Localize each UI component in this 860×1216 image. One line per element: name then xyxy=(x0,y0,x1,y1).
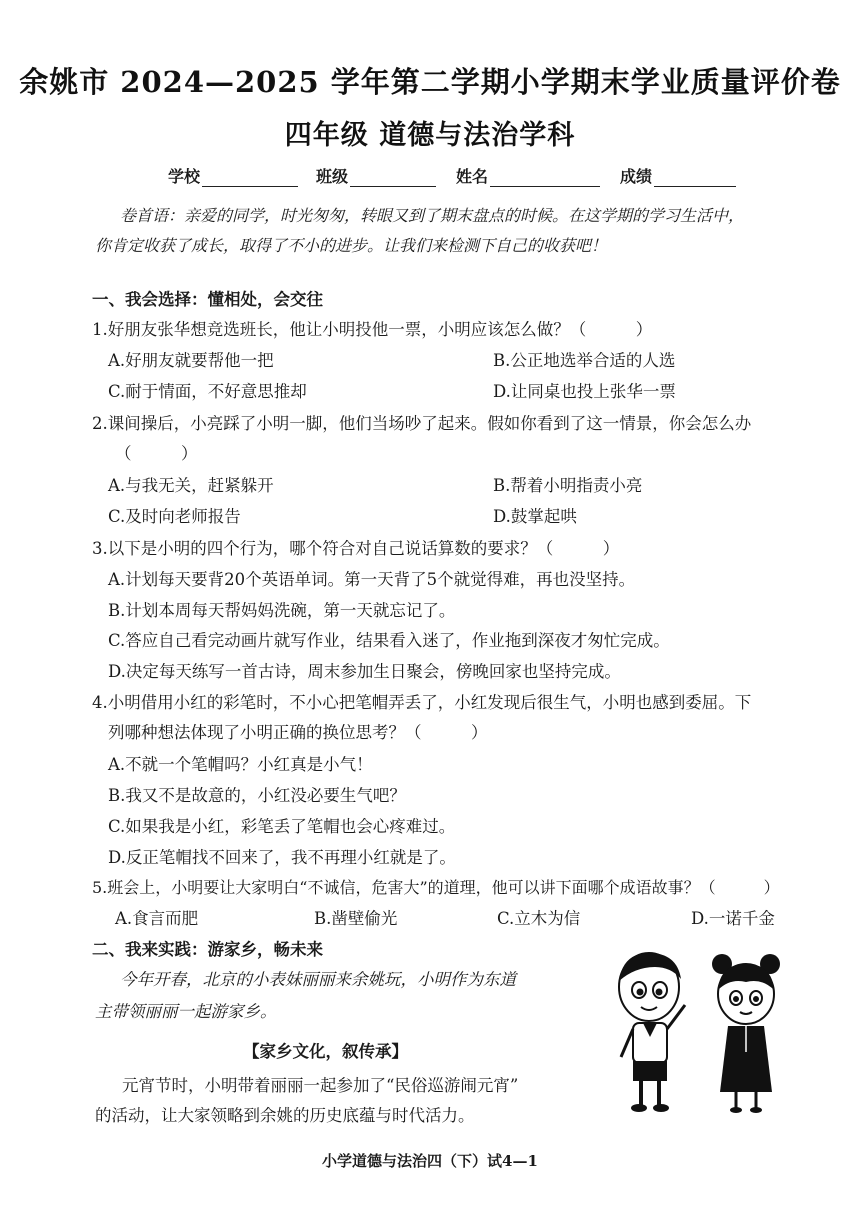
q3-stem: 3.以下是小明的四个行为，哪个符合对自己说话算数的要求？（ ） xyxy=(92,539,620,558)
q4-option-c[interactable]: C.如果我是小红，彩笔丢了笔帽也会心疼难过。 xyxy=(108,817,456,836)
q2-option-a[interactable]: A.与我无关，赶紧躲开 xyxy=(108,476,274,495)
q4-option-d[interactable]: D.反正笔帽找不回来了，我不再理小红就是了。 xyxy=(108,848,456,867)
q2-stem-2: （ ） xyxy=(115,444,198,463)
exam-title: 余姚市 2024—2025 学年第二学期小学期末学业质量评价卷 xyxy=(19,65,841,99)
q2-option-b[interactable]: B.帮着小明指责小亮 xyxy=(493,476,643,495)
intro-line-2: 你肯定收获了成长，取得了不小的进步。让我们来检测下自己的收获吧！ xyxy=(95,236,608,255)
score-field[interactable] xyxy=(620,164,736,187)
q4-option-a[interactable]: A.不就一个笔帽吗？小红真是小气！ xyxy=(108,755,373,774)
q5-option-b[interactable]: B.凿壁偷光 xyxy=(314,909,398,928)
q5-option-d[interactable]: D.一诺千金 xyxy=(691,909,775,928)
q2-option-c[interactable]: C.及时向老师报告 xyxy=(108,507,241,526)
q4-stem-1: 4.小明借用小红的彩笔时，不小心把笔帽弄丢了，小红发现后很生气，小明也感到委屈。下 xyxy=(92,693,752,712)
section2-para1-line2: 主带领丽丽一起游家乡。 xyxy=(95,1002,277,1021)
section2-para2-line2: 的活动，让大家领略到余姚的历史底蕴与时代活力。 xyxy=(95,1106,475,1125)
q3-option-b[interactable]: B.计划本周每天帮妈妈洗碗，第一天就忘记了。 xyxy=(108,601,456,620)
name-field[interactable] xyxy=(456,164,600,187)
page-footer: 小学道德与法治四（下）试4—1 xyxy=(322,1152,538,1170)
boy-cartoon-icon xyxy=(605,945,700,1115)
girl-cartoon-icon xyxy=(706,952,786,1114)
class-field[interactable] xyxy=(316,164,436,187)
q2-stem-1: 2.课间操后，小亮踩了小明一脚，他们当场吵了起来。假如你看到了这一情景，你会怎么办 xyxy=(92,414,752,433)
q4-option-b[interactable]: B.我又不是故意的，小红没必要生气吧？ xyxy=(108,786,406,805)
q4-stem-2: 列哪种想法体现了小明正确的换位思考？（ ） xyxy=(108,723,488,742)
school-blank[interactable] xyxy=(202,168,298,187)
q5-stem: 5.班会上，小明要让大家明白“不诚信，危害大”的道理，他可以讲下面哪个成语故事？（ ） xyxy=(92,878,780,897)
class-label: 班级 xyxy=(316,167,349,186)
q1-option-c[interactable]: C.耐于情面，不好意思推却 xyxy=(108,382,307,401)
class-blank[interactable] xyxy=(350,168,436,187)
q3-option-a[interactable]: A.计划每天要背20个英语单词。第一天背了5个就觉得难，再也没坚持。 xyxy=(108,570,636,589)
q1-option-d[interactable]: D.让同桌也投上张华一票 xyxy=(493,382,676,401)
q5-option-c[interactable]: C.立木为信 xyxy=(497,909,581,928)
exam-subtitle: 四年级 道德与法治学科 xyxy=(284,120,576,151)
name-blank[interactable] xyxy=(490,168,600,187)
q3-option-d[interactable]: D.决定每天练写一首古诗，周末参加生日聚会，傍晚回家也坚持完成。 xyxy=(108,662,621,681)
section2-para2-line1: 元宵节时，小明带着丽丽一起参加了“民俗巡游闹元宵” xyxy=(122,1076,519,1095)
q3-option-c[interactable]: C.答应自己看完动画片就写作业，结果看入迷了，作业拖到深夜才匆忙完成。 xyxy=(108,631,670,650)
score-label: 成绩 xyxy=(620,167,653,186)
q1-option-a[interactable]: A.好朋友就要帮他一把 xyxy=(108,351,274,370)
school-label: 学校 xyxy=(168,167,201,186)
section2-subheading: 【家乡文化，叙传承】 xyxy=(243,1042,408,1061)
q5-option-a[interactable]: A.食言而肥 xyxy=(115,909,199,928)
section1-heading: 一、我会选择：懂相处，会交往 xyxy=(92,290,323,309)
section2-heading: 二、我来实践：游家乡，畅未来 xyxy=(92,940,323,959)
name-label: 姓名 xyxy=(456,167,489,186)
q1-stem: 1.好朋友张华想竞选班长，他让小明投他一票，小明应该怎么做？（ ） xyxy=(92,320,653,339)
intro-line-1: 卷首语：亲爱的同学，时光匆匆，转眼又到了期末盘点的时候。在这学期的学习生活中， xyxy=(120,206,745,225)
school-field[interactable] xyxy=(168,164,298,187)
section2-para1-line1: 今年开春，北京的小表妹丽丽来余姚玩，小明作为东道 xyxy=(120,970,516,989)
q2-option-d[interactable]: D.鼓掌起哄 xyxy=(493,507,577,526)
q1-option-b[interactable]: B.公正地选举合适的人选 xyxy=(493,351,676,370)
score-blank[interactable] xyxy=(654,168,736,187)
